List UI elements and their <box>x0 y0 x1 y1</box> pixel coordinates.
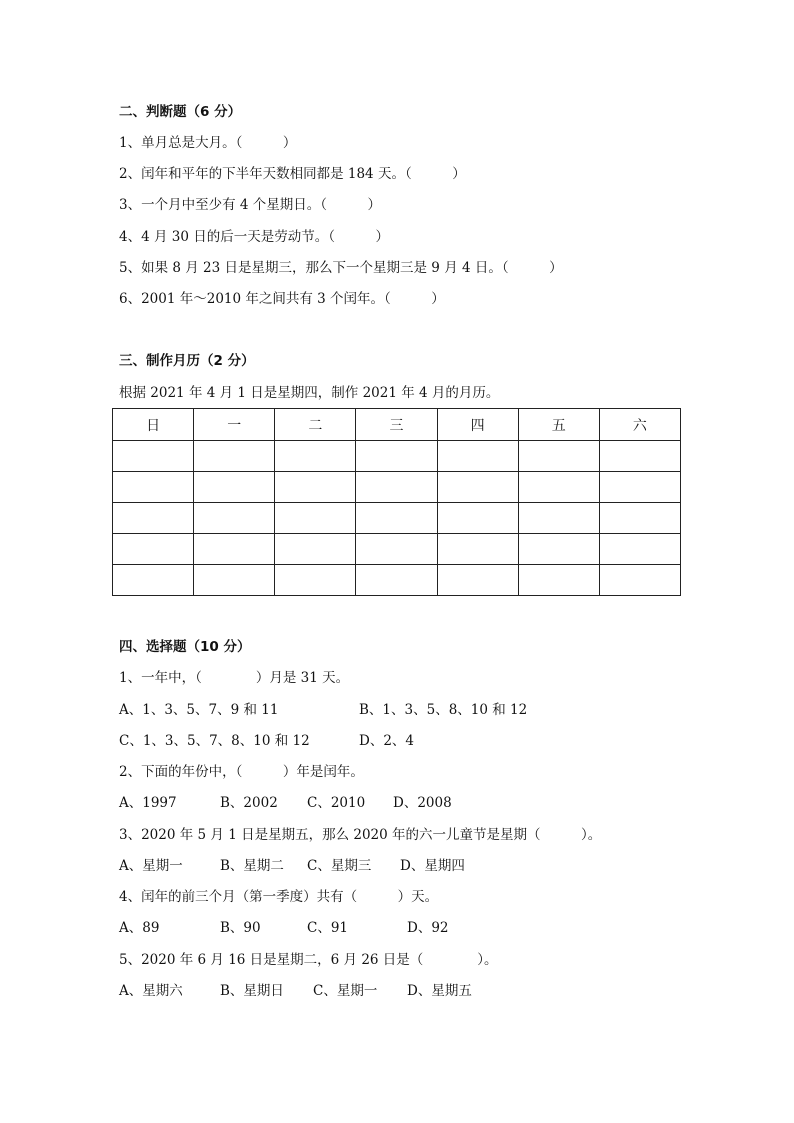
q3-option-a: A、星期一 <box>119 858 183 874</box>
calendar-week-row <box>113 503 681 534</box>
q3-option-d: D、星期四 <box>400 858 465 874</box>
calendar-day-cell[interactable] <box>113 503 194 534</box>
calendar-day-cell[interactable] <box>599 472 680 503</box>
choice-question-2: 2、下面的年份中，（ ）年是闰年。 <box>119 764 364 780</box>
judgment-item-1: 1、单月总是大月。（ ） <box>119 135 297 151</box>
choice-question-1: 1、一年中，（ ）月是 31 天。 <box>119 670 350 686</box>
weekday-tue: 二 <box>275 409 356 441</box>
q5-option-d: D、星期五 <box>407 983 472 999</box>
weekday-wed: 三 <box>356 409 437 441</box>
q1-option-d: D、2、4 <box>359 733 415 749</box>
calendar-day-cell[interactable] <box>437 441 518 472</box>
calendar-day-cell[interactable] <box>194 565 275 596</box>
calendar-day-cell[interactable] <box>518 503 599 534</box>
calendar-day-cell[interactable] <box>437 565 518 596</box>
q4-option-b: B、90 <box>220 920 261 936</box>
calendar-day-cell[interactable] <box>275 534 356 565</box>
q2-option-c: C、2010 <box>307 795 366 811</box>
calendar-week-row <box>113 534 681 565</box>
q3-option-b: B、星期二 <box>220 858 284 874</box>
calendar-instruction: 根据 2021 年 4 月 1 日是星期四，制作 2021 年 4 月的月历。 <box>119 385 500 401</box>
calendar-week-row <box>113 565 681 596</box>
q5-option-a: A、星期六 <box>119 983 183 999</box>
q4-option-a: A、89 <box>119 920 160 936</box>
calendar-week-row <box>113 472 681 503</box>
calendar-table <box>112 408 681 596</box>
choice-question-3: 3、2020 年 5 月 1 日是星期五，那么 2020 年的六一儿童节是星期（ ）。 <box>119 827 602 843</box>
calendar-day-cell[interactable] <box>356 503 437 534</box>
calendar-day-cell[interactable] <box>356 565 437 596</box>
q2-option-d: D、2008 <box>393 795 452 811</box>
weekday-thu: 四 <box>437 409 518 441</box>
calendar-day-cell[interactable] <box>194 534 275 565</box>
calendar-day-cell[interactable] <box>437 503 518 534</box>
judgment-item-4: 4、4 月 30 日的后一天是劳动节。（ ） <box>119 229 389 245</box>
calendar-day-cell[interactable] <box>113 565 194 596</box>
weekday-fri: 五 <box>518 409 599 441</box>
q4-option-d: D、92 <box>407 920 449 936</box>
q2-option-a: A、1997 <box>119 795 177 811</box>
calendar-day-cell[interactable] <box>113 534 194 565</box>
calendar-day-cell[interactable] <box>194 472 275 503</box>
judgment-heading: 二、判断题（6 分） <box>119 104 242 120</box>
calendar-day-cell[interactable] <box>275 503 356 534</box>
weekday-sat: 六 <box>599 409 680 441</box>
q5-option-b: B、星期日 <box>220 983 284 999</box>
judgment-item-6: 6、2001 年～2010 年之间共有 3 个闰年。（ ） <box>119 291 445 307</box>
calendar-day-cell[interactable] <box>599 441 680 472</box>
calendar-day-cell[interactable] <box>518 534 599 565</box>
calendar-day-cell[interactable] <box>356 441 437 472</box>
calendar-day-cell[interactable] <box>437 534 518 565</box>
calendar-day-cell[interactable] <box>275 565 356 596</box>
calendar-day-cell[interactable] <box>275 472 356 503</box>
q4-option-c: C、91 <box>307 920 349 936</box>
q1-option-b: B、1、3、5、8、10 和 12 <box>359 702 528 718</box>
judgment-item-2: 2、闰年和平年的下半年天数相同都是 184 天。（ ） <box>119 166 466 182</box>
calendar-day-cell[interactable] <box>599 503 680 534</box>
calendar-day-cell[interactable] <box>356 534 437 565</box>
calendar-week-row <box>113 441 681 472</box>
calendar-day-cell[interactable] <box>518 441 599 472</box>
calendar-day-cell[interactable] <box>599 534 680 565</box>
calendar-day-cell[interactable] <box>518 472 599 503</box>
judgment-item-3: 3、一个月中至少有 4 个星期日。（ ） <box>119 197 382 213</box>
q1-option-a: A、1、3、5、7、9 和 11 <box>119 702 279 718</box>
calendar-day-cell[interactable] <box>194 441 275 472</box>
calendar-day-cell[interactable] <box>437 472 518 503</box>
calendar-header-row <box>113 409 681 441</box>
weekday-sun: 日 <box>113 409 194 441</box>
calendar-day-cell[interactable] <box>113 472 194 503</box>
calendar-body <box>113 441 681 596</box>
calendar-day-cell[interactable] <box>356 472 437 503</box>
q2-option-b: B、2002 <box>220 795 278 811</box>
q1-option-c: C、1、3、5、7、8、10 和 12 <box>119 733 310 749</box>
calendar-day-cell[interactable] <box>275 441 356 472</box>
choice-heading: 四、选择题（10 分） <box>119 639 251 655</box>
calendar-day-cell[interactable] <box>194 503 275 534</box>
q3-option-c: C、星期三 <box>307 858 372 874</box>
choice-question-4: 4、闰年的前三个月（第一季度）共有（ ）天。 <box>119 889 439 905</box>
calendar-day-cell[interactable] <box>113 441 194 472</box>
judgment-item-5: 5、如果 8 月 23 日是星期三，那么下一个星期三是 9 月 4 日。（ ） <box>119 260 563 276</box>
q5-option-c: C、星期一 <box>313 983 378 999</box>
calendar-day-cell[interactable] <box>599 565 680 596</box>
calendar-heading: 三、制作月历（2 分） <box>119 353 255 369</box>
weekday-mon: 一 <box>194 409 275 441</box>
choice-question-5: 5、2020 年 6 月 16 日是星期二，6 月 26 日是（ ）。 <box>119 952 498 968</box>
calendar-day-cell[interactable] <box>518 565 599 596</box>
